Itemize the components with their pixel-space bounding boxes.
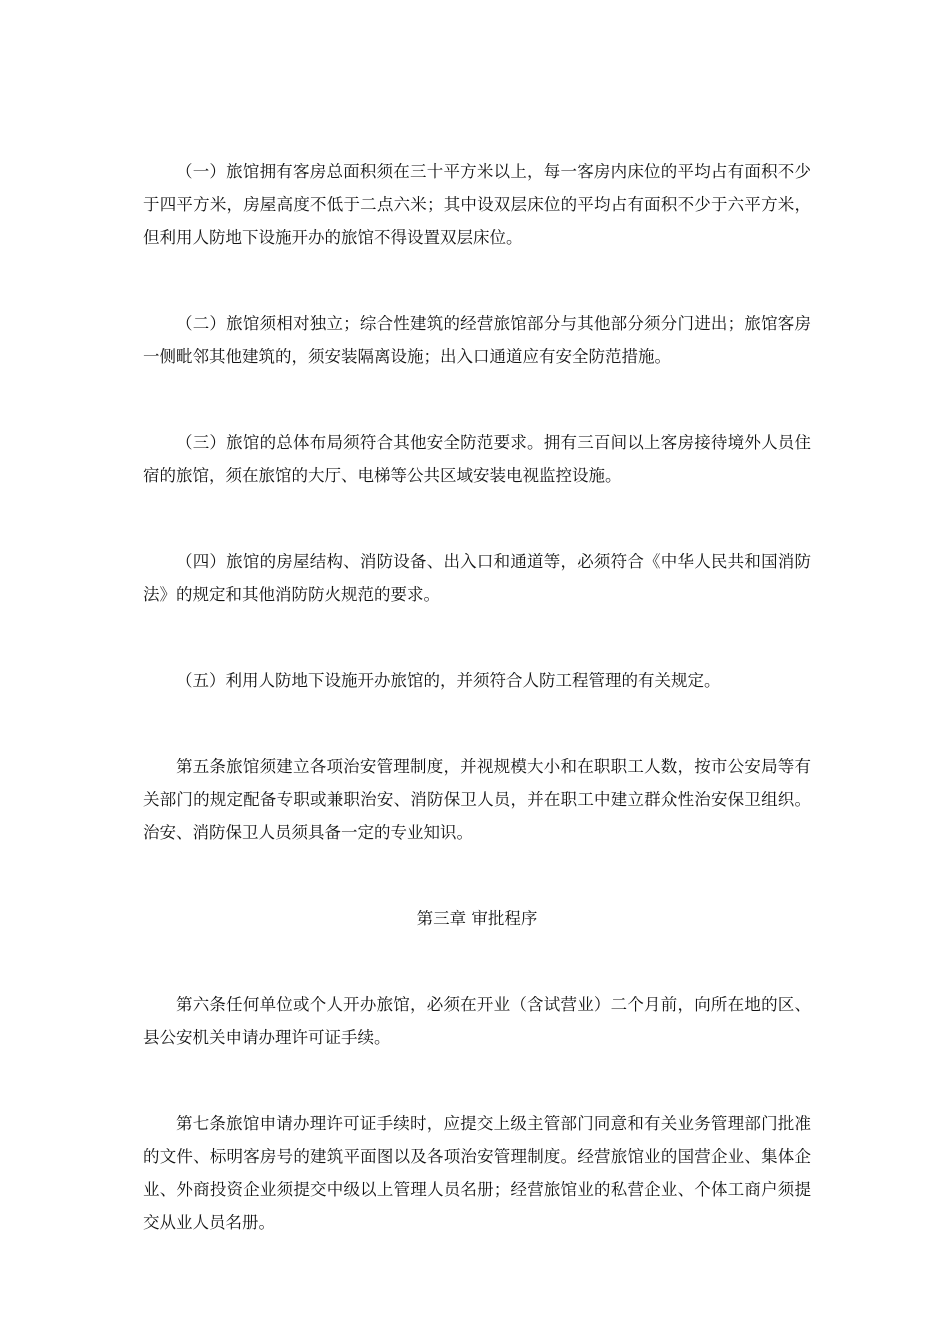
paragraph-article-6: 第六条任何单位或个人开办旅馆，必须在开业（含试营业）二个月前，向所在地的区、县公安机关申请办理许可证手续。 — [143, 995, 811, 1047]
paragraph-clause-4: （四）旅馆的房屋结构、消防设备、出入口和通道等，必须符合《中华人民共和国消防法》的规定和其他消防防火规范的要求。 — [143, 552, 811, 604]
paragraph-clause-5: （五）利用人防地下设施开办旅馆的，并须符合人防工程管理的有关规定。 — [176, 671, 721, 690]
document-page — [143, 155, 811, 1292]
paragraph-clause-2: （二）旅馆须相对独立；综合性建筑的经营旅馆部分与其他部分须分门进出；旅馆客房一侧毗邻其他建筑的，须安装隔离设施；出入口通道应有安全防范措施。 — [143, 314, 811, 366]
paragraph-clause-1: （一）旅馆拥有客房总面积须在三十平方米以上，每一客房内床位的平均占有面积不少于四平方米，房屋高度不低于二点六米；其中设双层床位的平均占有面积不少于六平方米，但利用人防地下设施开办的旅馆不得设置双层床位。 — [143, 162, 811, 247]
chapter-heading: 第三章 审批程序 — [416, 909, 538, 928]
paragraph-article-7: 第七条旅馆申请办理许可证手续时，应提交上级主管部门同意和有关业务管理部门批准的文件、标明客房号的建筑平面图以及各项治安管理制度。经营旅馆业的国营企业、集体企业、外商投资企业须提交中级以上管理人员名册；经营旅馆业的私营企业、个体工商户须提交从业人员名册。 — [143, 1114, 811, 1232]
paragraph-clause-3: （三）旅馆的总体布局须符合其他安全防范要求。拥有三百间以上客房接待境外人员住宿的旅馆，须在旅馆的大厅、电梯等公共区域安装电视监控设施。 — [143, 433, 811, 485]
paragraph-article-5: 第五条旅馆须建立各项治安管理制度，并视规模大小和在职职工人数，按市公安局等有关部门的规定配备专职或兼职治安、消防保卫人员，并在职工中建立群众性治安保卫组织。治安、消防保卫人员须具备一定的专业知识。 — [143, 757, 811, 842]
